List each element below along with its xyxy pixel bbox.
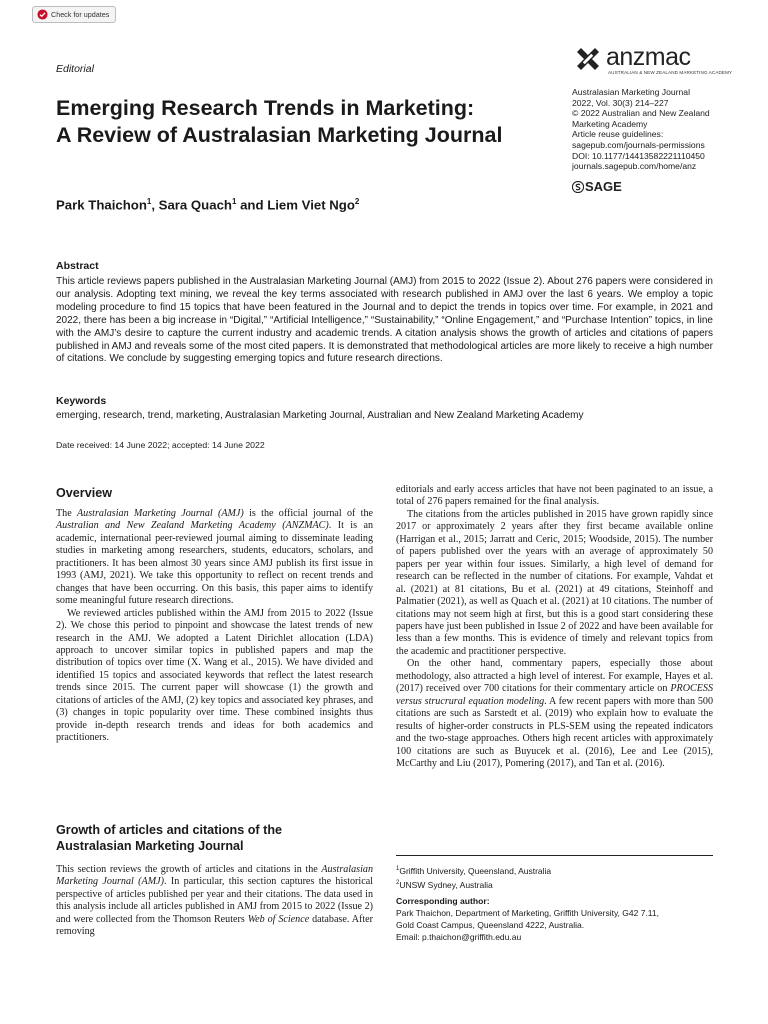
text-span: . In particular, this section captures the historical perspective of articles published per year and their citations. The data used in this analysis include all articles published in AMJ from 2015 to 2022 (Issue 2) and were collected from the Thomson Reuters — [56, 876, 373, 925]
database-name-italic: Web of Science — [247, 913, 310, 925]
corresponding-email-line — [396, 932, 659, 944]
journal-home-link[interactable]: journals.sagepub.com/home/anz — [572, 161, 697, 172]
affiliation-sup: 1 — [396, 866, 400, 872]
author-affiliation-sup: 1 — [231, 197, 237, 206]
text-span: This section reviews the growth of articles and citations in the — [56, 864, 322, 875]
keywords-text: emerging, research, trend, marketing, Australasian Marketing Journal, Australian and New Zealand Marketing Academy — [56, 410, 584, 421]
reuse-guidelines-label: Article reuse guidelines: — [572, 129, 664, 140]
overview-body — [56, 508, 373, 745]
text-span: The — [56, 508, 78, 519]
anzmac-logo-icon — [573, 44, 603, 80]
overview-paragraph-1 — [56, 508, 373, 608]
growth-heading-line-2: Australasian Marketing Journal — [56, 839, 244, 853]
corresponding-line-2: Gold Coast Campus, Queensland 4222, Australia. — [396, 919, 585, 930]
doi-link[interactable]: DOI: 10.1177/14413582221110450 — [572, 150, 705, 161]
journal-name: Australasian Marketing Journal — [572, 87, 690, 97]
text-span: . It is an academic, international peer-reviewed journal aiming to disseminate leading studies in marketing among researchers, students, educators, scholars, and practitioners. It has been almost 30 years since AMJ publish its first issue in 1993 (AMJ, 2021). We take this opportunity to reflect on recent trends and changes that have been occurring. On this basis, this paper aims to identify some meaningful future research directions. — [56, 520, 373, 607]
affiliation-2 — [396, 877, 551, 891]
check-for-updates-button[interactable] — [32, 6, 116, 23]
right-paragraph-2 — [396, 658, 713, 770]
corresponding-author-details — [396, 908, 659, 943]
text-span: database. After removing — [56, 913, 374, 938]
growth-heading-line-1: Growth of articles and citations of the — [56, 823, 283, 837]
footnote-divider — [396, 855, 713, 856]
author-name: Park Thaichon — [56, 197, 147, 213]
author-name: Liem Viet Ngo — [267, 197, 355, 213]
sage-s-icon — [572, 181, 584, 193]
affiliation-sup: 2 — [396, 879, 400, 886]
affiliations — [396, 863, 551, 891]
email-link[interactable]: p.thaichon@griffith.edu.au — [421, 931, 522, 942]
journal-meta — [572, 87, 742, 172]
title-line-1: Emerging Research Trends in Marketing: — [56, 96, 475, 120]
journal-volume: 2022, Vol. 30(3) 214–227 — [572, 97, 669, 108]
email-label: Email: — [396, 931, 422, 942]
logo-wordmark: anzmac — [606, 43, 691, 71]
dates-line: Date received: 14 June 2022; accepted: 14 June 2022 — [56, 440, 265, 450]
overview-paragraph-2: We reviewed articles published within the AMJ from 2015 to 2022 (Issue 2). We chose this period to pinpoint and showcase the latest trends of new research in the AMJ. We adopted a Latent Dirichlet allocation (LDA) approach to uncover similar topics in published papers and map the distribution of topics over time (X. Wang et al., 2015). We have divided and identified 15 topics and associated keywords that reflect the latest research trends since 2015. The current paper will showcase (1) the growth and citations of articles of the AMJ, (2) key topics and associated key phrases, and (3) changes in topic popularity over time. These combined insights thus provide in-depth research trends and ideas for both academics and practitioners. — [56, 607, 373, 744]
logo-subtitle: AUSTRALIAN & NEW ZEALAND MARKETING ACADEMY — [608, 70, 733, 75]
author-name: Sara Quach — [158, 197, 232, 213]
overview-heading: Overview — [56, 486, 113, 500]
author-affiliation-sup: 1 — [146, 197, 152, 206]
growth-paragraph-1 — [56, 864, 373, 939]
journal-name-italic: Australasian Marketing Journal (AMJ) — [56, 864, 373, 888]
affiliation-1 — [396, 863, 551, 877]
permissions-link[interactable]: sagepub.com/journals-permissions — [572, 139, 705, 150]
author-affiliation-sup: 2 — [354, 197, 360, 206]
academy-name-italic: Australian and New Zealand Marketing Academy (ANZMAC) — [56, 520, 329, 532]
section-label: Editorial — [56, 63, 94, 75]
author-list — [56, 197, 359, 212]
right-column-body — [396, 484, 713, 770]
growth-heading — [56, 822, 282, 854]
check-updates-icon — [37, 9, 48, 20]
abstract-text: This article reviews papers published in the Australasian Marketing Journal (AMJ) from 2015 to 2022 (Issue 2). About 276 papers were considered in our analysis. Adopting text mining, we reveal the key terms associated with research published in AMJ over the last 6 years. We employ a topic modeling procedure to find 15 topics that have been featured in the Journal and to depict the trends in topics over time. For example, in 2021 and 2022, there has been a big increase in “Digital,” “Artificial Intelligence,” “Sustainability,” “Online Engagement,” and “Purchase Intention” topics, in line with the AMJ’s desire to capture the current industry and academic trends. A citation analysis shows the growth of articles and citations of papers published in AMJ and reveals some of the most cited papers. It is demonstrated that methodological articles are more likely to receive a high number of citations. We conclude by suggesting emerging topics and future research directions. — [56, 276, 713, 365]
article-title — [56, 95, 502, 149]
text-span: On the other hand, commentary papers, especially those about methodology, also attracted a high level of interest. For example, Hayes et al. (2017) received over 700 citations for their commentary article on — [396, 658, 713, 695]
right-paragraph-0: editorials and early access articles that have not been paginated to an issue, a total of 276 papers remained for the final analysis. — [396, 484, 713, 508]
right-paragraph-1: The citations from the articles published in 2015 have grown rapidly since 2017 or approximately 2 years after they first became available online (Harrigan et al., 2015; Jarratt and Ceric, 2015; Woodside, 2015). The number of papers published over the years with an average of approximately 50 papers per year within four issues. Similarly, a high level of demand for research can be reflected in the number of citations. For example, Vahdat et al. (2021) at 81 citations, Bu et al. (2021) at 49 citations, Steinhoff and Palmatier (2021), as well as Quach et al. (2021) at 10 citations. The number of citations may not seem high at first, but this is a good start considering these papers have just been published in Issue 2 of 2022 and have been available for less than a few months. This is evidence of timely and relevant topics from the academic and practitioner perspective. — [396, 508, 713, 657]
copyright-line: © 2022 Australian and New Zealand — [572, 108, 710, 119]
author-separator: and — [236, 197, 268, 213]
corresponding-line-1: Park Thaichon, Department of Marketing, Griffith University, G42 7.11, — [396, 908, 659, 918]
keywords-heading: Keywords — [56, 395, 107, 407]
sage-logo — [572, 179, 622, 194]
copyright-holder: Marketing Academy — [572, 118, 648, 129]
article-title-italic: PROCESS versus strucrural equation modeling — [396, 683, 713, 707]
affiliation-text: UNSW Sydney, Australia — [399, 879, 493, 890]
abstract-heading: Abstract — [56, 260, 99, 272]
title-line-2: A Review of Australasian Marketing Journal — [56, 123, 503, 147]
growth-body — [56, 864, 373, 939]
author-separator: , — [151, 197, 159, 213]
text-span: is the official journal of the — [243, 508, 374, 519]
sage-wordmark: SAGE — [585, 179, 622, 194]
affiliation-text: Griffith University, Queensland, Australia — [399, 865, 552, 876]
check-updates-label: Check for updates — [51, 10, 110, 19]
journal-name-italic: Australasian Marketing Journal (AMJ) — [77, 508, 244, 519]
text-span: . A few recent papers with more than 500 citations are such as Sarstedt et al. (2019) who explain how to evaluate the results of higher-order constructs in PLS-SEM using the repeated indicators and the two-stage approaches. Others high recent articles with approximately 100 citations are such as Buyucek et al. (2016), Lee and Lee (2015), McCarthy and Liu (2017), Pomering (2017), and Tan et al. (2016). — [396, 695, 713, 769]
corresponding-author-heading: Corresponding author: — [396, 896, 490, 906]
